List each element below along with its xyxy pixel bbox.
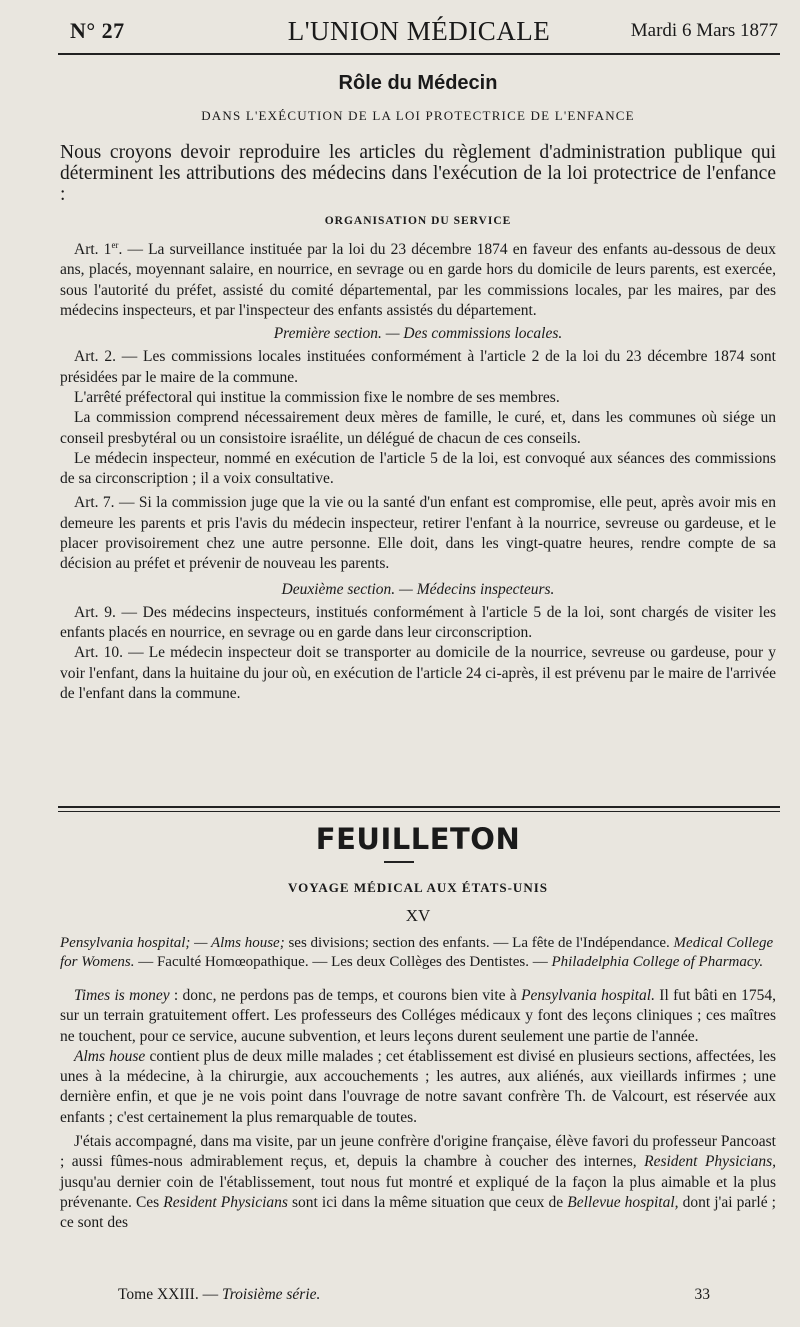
article-title: Rôle du Médecin [338, 72, 498, 94]
article-1-text: . — La surveillance instituée par la loi du 23 décembre 1874 en faveur des enfants au-dessous de deux ans, placés, moyennant salaire, en nourrice, en sevrage ou en garde hors du domicile de leurs parents, est exercée, sous l'autorité du préfet, assisté du comité départemental, par les commissions locales, par les maires, par des médecins inspecteurs, et par l'inspecteur des enfants assistés du département. [60, 241, 777, 320]
article-body [60, 235, 776, 704]
section-heading: ORGANISATION DU SERVICE [324, 215, 512, 227]
article-section [60, 72, 776, 704]
p3-text-c: sont ici dans la même situation que ceux de [287, 1193, 568, 1211]
feuilleton-paragraph-2 [60, 1047, 776, 1128]
article-1 [60, 235, 776, 321]
issue-date: Mardi 6 Mars 1877 [630, 20, 778, 41]
p1-text-a: : donc, ne perdons pas de temps, et courons bien vite à [169, 987, 522, 1004]
summary-part-a: Pensylvania hospital; — Alms house; [60, 935, 285, 951]
page-number: 33 [694, 1286, 710, 1303]
paragraph-medecin: Le médecin inspecteur, nommé en exécution de l'article 5 de la loi, est convoqué aux séances des commissions de sa circonscription ; il a voix consultative. [60, 449, 776, 488]
feuilleton-body [60, 880, 776, 1234]
chapter-summary [60, 934, 776, 972]
paragraph-arrete: L'arrêté préfectoral qui institue la commission fixe le nombre de ses membres. [74, 388, 560, 406]
p3-bellevue-hospital: Bellevue hospital, [567, 1193, 679, 1211]
p2-alms-house: Alms house [74, 1047, 146, 1065]
article-1-label: Art. 1 [74, 241, 112, 259]
summary-part-b: ses divisions; section des enfants. — La fête de l'Indépendance. [284, 935, 674, 951]
p3-text-a: J'étais accompagné, dans ma visite, par un jeune confrère d'origine française, élève favori du professeur Pancoast ; aussi fûmes-nous admirablement reçus, et, depuis la chambre à coucher des internes, [60, 1133, 776, 1171]
feuilleton-paragraph-3 [60, 1132, 776, 1233]
masthead-rule [58, 53, 780, 55]
summary-part-d: — Faculté Homœopathique. — Les deux Collèges des Dentistes. — [134, 954, 552, 970]
journal-title: L'UNION MÉDICALE [287, 16, 551, 46]
masthead [60, 14, 778, 46]
first-section-heading: Première section. — Des commissions locales. [273, 325, 563, 343]
second-section-heading: Deuxième section. — Médecins inspecteurs. [281, 580, 555, 598]
article-9: Art. 9. — Des médecins inspecteurs, institués conformément à l'article 5 de la loi, sont chargés de visiter les enfants placés en nourrice, en sevrage ou en garde dans leur circonscription. [60, 603, 776, 641]
article-1-sup: er [111, 240, 119, 250]
article-2: Art. 2. — Les commissions locales instituées conformément à l'article 2 de la loi du 23 décembre 1874 sont présidées par le maire de la commune. [60, 348, 776, 386]
feuilleton-paragraph-1 [60, 986, 776, 1047]
paragraph-commission: La commission comprend nécessairement deux mères de famille, le curé, et, dans les communes où siége un conseil presbytéral ou un consistoire israélite, un délégué de chacun de ces conseils. [60, 409, 776, 447]
article-7: Art. 7. — Si la commission juge que la vie ou la santé d'un enfant est compromise, elle peut, après avoir mis en demeure les parents et pris l'avis du médecin inspecteur, retirer l'enfant à la nourrice, sevreuse ou gardeuse, et le placer provisoirement chez une autre personne. Elle doit, dans les vingt-quatre heures, rendre compte de sa décision au préfet et prévenir de nouveau les parents. [60, 494, 776, 573]
feuilleton-section [60, 822, 776, 856]
p3-text-d: dont j'ai parlé ; ce sont des [60, 1193, 776, 1232]
feuilleton-short-rule [384, 861, 414, 863]
footer-tome-label: Tome XXIII. — [118, 1286, 222, 1303]
chapter-number: XV [405, 906, 431, 925]
issue-number: N° 27 [70, 18, 125, 43]
feuilleton-title: VOYAGE MÉDICAL AUX ÉTATS-UNIS [287, 880, 549, 895]
summary-part-e: Philadelphia College of Pharmacy. [551, 954, 764, 970]
footer-serie: Troisième série. [221, 1286, 321, 1303]
footer-tome [118, 1286, 320, 1304]
p1-times-is-money: Times is money [74, 987, 170, 1004]
p3-resident-physicians-1: Resident Physicians, [644, 1153, 776, 1171]
p3-text-b: jusqu'au dernier coin de l'établissement, tout nous fut montré et expliqué de la façon la plus aimable et la plus prévenante. Ces [60, 1173, 776, 1211]
article-intro: Nous croyons devoir reproduire les articles du règlement d'administration publique qui déterminent les attributions des médecins dans l'exécution de la loi protectrice de l'enfance : [60, 142, 776, 205]
article-subtitle: DANS L'EXÉCUTION DE LA LOI PROTECTRICE DE L'ENFANCE [201, 108, 635, 123]
feuilleton-heading: FEUILLETON [315, 822, 521, 856]
feuilleton-rule [58, 806, 780, 808]
p3-resident-physicians-2: Resident Physicians [163, 1193, 288, 1211]
p1-text-b: Il fut bâti en 1754, sur un terrain gratuitement offert. Les professeurs des Colléges médicaux y font des leçons cliniques ; ces maîtres ne touchent, pour ce service, aucune subvention, et leurs leçons durent seulement une partie de l'année. [60, 987, 777, 1045]
p2-text: contient plus de deux mille malades ; cet établissement est divisé en plusieurs sections, affectées, les unes à la médecine, à la chirurgie, aux accouchements ; les autres, aux aliénés, aux vieillards infirmes ; une dernière enfin, et que je ne vois point dans l'ouvrage de notre savant confrère Th. de Valcourt, est réservée aux enfants ; c'est certainement la plus remarquable de toutes. [60, 1047, 776, 1126]
p1-hospital-name: Pensylvania hospital. [521, 987, 655, 1004]
article-10: Art. 10. — Le médecin inspecteur doit se transporter au domicile de la nourrice, sevreuse ou gardeuse, pour y voir l'enfant, dans la huitaine du jour où, en exécution de l'article 24 ci-après, il est prévenu par le maire de l'arrivée de l'enfant dans la commune. [60, 644, 776, 702]
summary-part-c: Medical College for Womens. [60, 935, 774, 970]
